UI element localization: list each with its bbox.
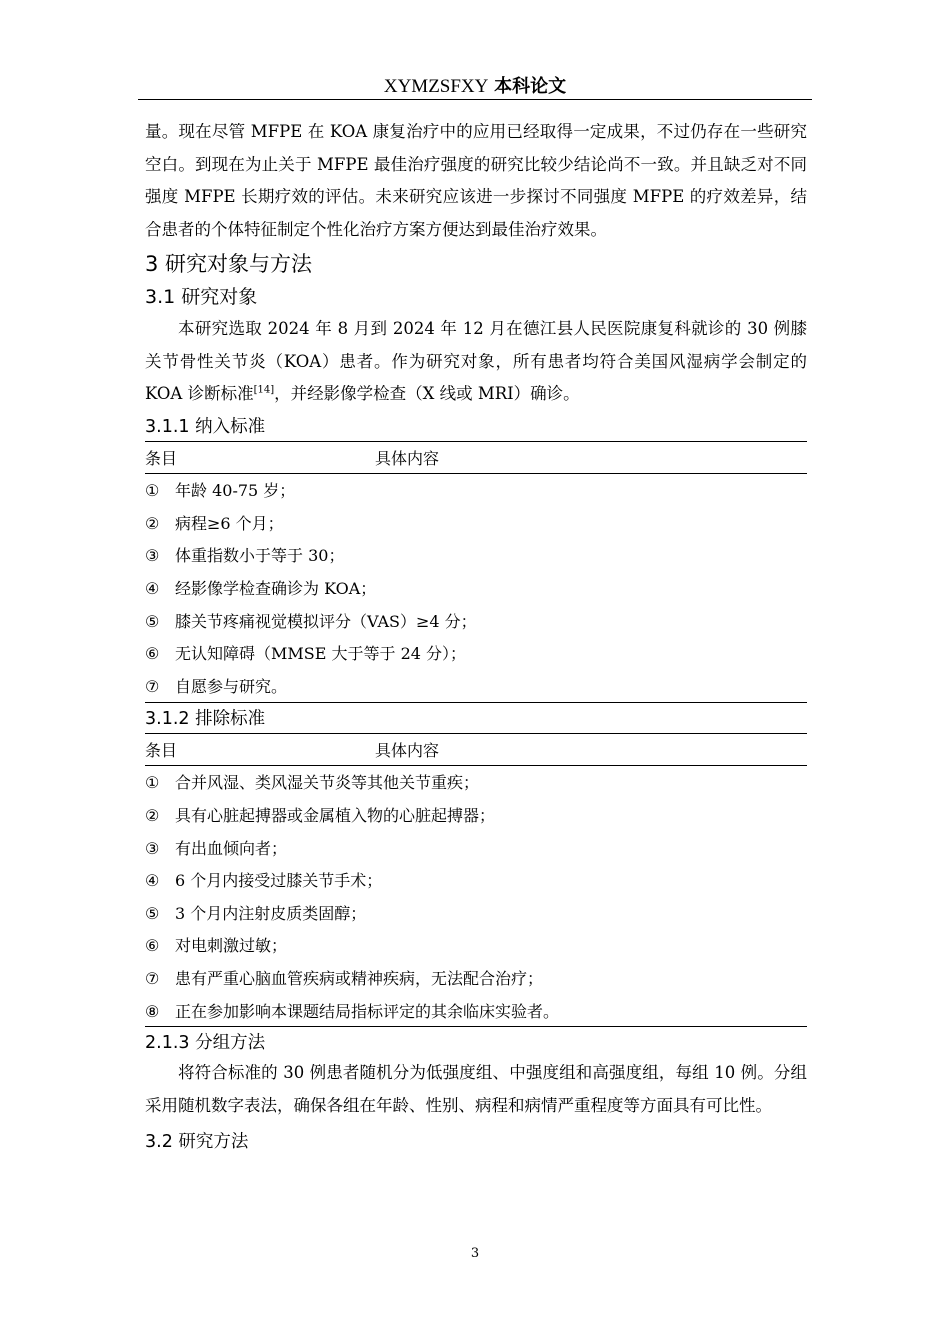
header-rule — [138, 99, 812, 100]
inclusion-header-row — [145, 441, 807, 473]
row-number: ⑦ — [145, 969, 160, 989]
row-number: ④ — [145, 579, 160, 599]
table-row — [145, 994, 807, 1027]
exclusion-col-item: 条目 — [145, 740, 178, 760]
header-cjk: 本科论文 — [494, 76, 567, 97]
page-number: 3 — [470, 1246, 480, 1261]
row-number: ② — [145, 806, 160, 826]
section-3-1-text-a: 本研究选取 2024 年 8 月到 2024 年 12 月在德江县人民医院康复科就诊的 30 例膝关节骨性关节炎（KOA）患者。作为研究对象，所有患者均符合美国风湿病学会制定的 KOA 诊断标准 — [145, 319, 807, 403]
grouping-paragraph: 将符合标准的 30 例患者随机分为低强度组、中强度组和高强度组，每组 10 例。分组采用随机数字表法，确保各组在年龄、性别、病程和病情严重程度等方面具有可比性。 — [145, 1063, 807, 1115]
row-number: ⑤ — [145, 903, 160, 923]
inclusion-heading: 3.1.1 纳入标准 — [145, 416, 266, 437]
row-number: ⑤ — [145, 611, 160, 631]
row-text: 6 个月内接受过膝关节手术； — [175, 871, 383, 891]
row-number: ⑧ — [145, 1001, 160, 1021]
intro-paragraph: 量。现在尽管 MFPE 在 KOA 康复治疗中的应用已经取得一定成果，不过仍存在一些研究空白。到现在为止关于 MFPE 最佳治疗强度的研究比较少结论尚不一致。并且缺乏对不同强度 MFPE 长期疗效的评估。未来研究应该进一步探讨不同强度 MFPE 的疗效差异，结合患者的个体特征制定个性化治疗方案方便达到最佳治疗效果。 — [145, 122, 807, 239]
inclusion-col-content: 具体内容 — [375, 448, 440, 468]
table-row — [145, 929, 807, 962]
page-content — [145, 116, 807, 1156]
row-number: ④ — [145, 871, 160, 891]
table-row — [145, 896, 807, 929]
row-number: ⑦ — [145, 676, 160, 696]
row-number: ③ — [145, 546, 160, 566]
row-text: 年龄 40-75 岁； — [175, 481, 296, 501]
inclusion-col-item: 条目 — [145, 448, 178, 468]
row-text: 3 个月内注射皮质类固醇； — [175, 903, 367, 923]
grouping-heading: 2.1.3 分组方法 — [145, 1033, 266, 1054]
row-text: 正在参加影响本课题结局指标评定的其余临床实验者。 — [175, 1001, 560, 1021]
row-number: ① — [145, 481, 160, 501]
row-text: 病程≥6 个月； — [175, 513, 284, 533]
section-3-heading: 3 研究对象与方法 — [145, 252, 313, 276]
table-row — [145, 636, 807, 669]
row-text: 对电刺激过敏； — [175, 936, 288, 956]
table-row — [145, 539, 807, 572]
section-3-1-heading: 3.1 研究对象 — [145, 286, 258, 308]
table-row — [145, 961, 807, 994]
row-text: 自愿参与研究。 — [175, 676, 288, 696]
exclusion-heading: 3.1.2 排除标准 — [145, 708, 266, 729]
row-number: ① — [145, 773, 160, 793]
row-text: 合并风湿、类风湿关节炎等其他关节重疾； — [175, 773, 480, 793]
row-text: 具有心脏起搏器或金属植入物的心脏起搏器； — [175, 806, 496, 826]
row-number: ⑥ — [145, 936, 160, 956]
section-3-1-text-b: ，并经影像学检查（X 线或 MRI）确诊。 — [274, 384, 580, 403]
table-row — [145, 765, 807, 798]
citation-ref: [14] — [253, 384, 275, 396]
table-row — [145, 831, 807, 864]
table-row — [145, 506, 807, 539]
row-text: 膝关节疼痛视觉模拟评分（VAS）≥4 分； — [175, 611, 477, 631]
running-header — [138, 74, 812, 100]
table-row — [145, 669, 807, 702]
row-text: 无认知障碍（MMSE 大于等于 24 分）； — [175, 644, 467, 664]
row-text: 有出血倾向者； — [175, 838, 288, 858]
table-row — [145, 863, 807, 896]
table-row — [145, 571, 807, 604]
row-text: 患有严重心脑血管疾病或精神疾病，无法配合治疗； — [175, 969, 544, 989]
exclusion-col-content: 具体内容 — [375, 740, 440, 760]
exclusion-header-row — [145, 733, 807, 765]
inclusion-table — [145, 441, 807, 703]
row-number: ② — [145, 513, 160, 533]
row-text: 体重指数小于等于 30； — [175, 546, 345, 566]
exclusion-table — [145, 733, 807, 1028]
header-latin: XYMZSFXY — [383, 76, 489, 97]
table-row — [145, 798, 807, 831]
table-row — [145, 604, 807, 637]
section-3-2-heading: 3.2 研究方法 — [145, 1132, 249, 1153]
table-row — [145, 473, 807, 506]
row-number: ⑥ — [145, 644, 160, 664]
row-number: ③ — [145, 838, 160, 858]
row-text: 经影像学检查确诊为 KOA； — [175, 579, 377, 599]
section-3-1-paragraph — [145, 313, 807, 411]
